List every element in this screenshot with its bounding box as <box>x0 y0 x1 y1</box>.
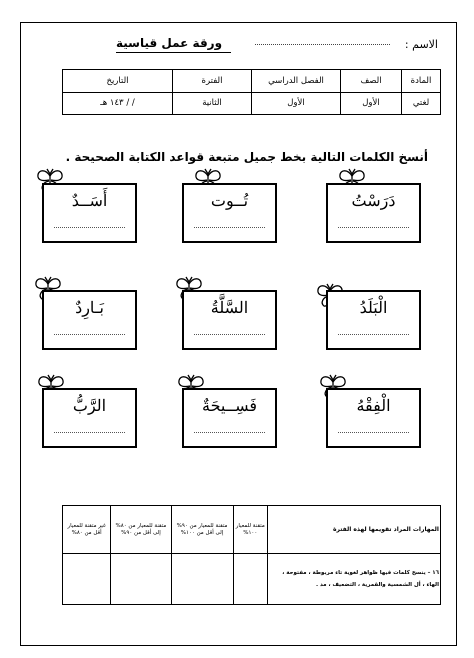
info-header-cell: المادة <box>402 70 441 93</box>
name-field-line <box>255 44 390 45</box>
skills-table <box>62 505 441 605</box>
word-card <box>326 388 421 448</box>
writing-line <box>54 334 125 335</box>
band-mark-cell <box>233 554 267 605</box>
band-header-cell: غير متقنة للمعيار أقل من ٨٠% <box>63 506 111 554</box>
word-text: دَرَسْتُ <box>351 191 396 210</box>
skill-line: الهاء ، أل الشمسية والقمرية ، التضعيف ، مد . <box>315 582 439 588</box>
writing-line <box>54 227 125 228</box>
writing-line <box>54 432 125 433</box>
info-table <box>62 69 441 115</box>
word-text: بَـارِدٌ <box>75 298 104 317</box>
band-header-cell: متقنة للمعيار من ٨٠% إلى أقل من ٩٠% <box>111 506 171 554</box>
word-card <box>42 183 137 243</box>
word-text: أَسَــدٌ <box>71 191 108 210</box>
word-card <box>326 290 421 350</box>
instruction-text: أنسخ الكلمات التالية بخط جميل متبعة قواعد الكتابة الصحيحة . <box>65 150 428 164</box>
word-card <box>42 388 137 448</box>
info-header-cell: التاريخ <box>63 70 173 93</box>
sheet-title: ورقة عمل قياسية <box>116 36 223 50</box>
band-mark-cell <box>63 554 111 605</box>
info-value-cell: لغتي <box>402 92 441 115</box>
info-value-cell: الثانية <box>173 92 252 115</box>
band-mark-cell <box>111 554 171 605</box>
info-header-row <box>63 70 441 93</box>
writing-line <box>194 334 265 335</box>
band-header-cell: متقنة للمعيار من ٩٠% إلى أقل من ١٠٠% <box>171 506 233 554</box>
word-text: الرَّبُّ <box>72 396 107 415</box>
word-card <box>42 290 137 350</box>
word-card <box>182 388 277 448</box>
info-value-cell: / / ١٤٣ هـ <box>63 92 173 115</box>
name-label: الاسم : <box>404 38 438 51</box>
writing-line <box>338 334 409 335</box>
skill-description-cell <box>268 554 441 605</box>
word-text: تُــوت <box>210 191 249 210</box>
info-value-row <box>63 92 441 115</box>
word-card <box>326 183 421 243</box>
word-text: الْفِقْهُ <box>356 396 391 415</box>
info-header-cell: الصف <box>341 70 402 93</box>
skills-header-cell: المهارات المراد تقويمها لهذه الفترة <box>268 506 441 554</box>
skills-row <box>63 554 441 605</box>
band-header-cell: متقنة للمعيار ١٠٠% <box>233 506 267 554</box>
word-text: السَّلَّةُ <box>210 298 249 317</box>
band-mark-cell <box>171 554 233 605</box>
skill-line: ١٦ – ينسخ كلمات فيها ظواهر لغوية تاء مربوطة ، مفتوحة ، <box>282 569 439 576</box>
writing-line <box>194 227 265 228</box>
word-card <box>182 183 277 243</box>
info-header-cell: الفصل الدراسي <box>252 70 341 93</box>
info-value-cell: الأول <box>341 92 402 115</box>
word-text: الْبَلَدُ <box>359 298 388 317</box>
title-underline <box>116 52 231 53</box>
word-text: فَسِــيحَةٌ <box>201 396 258 415</box>
writing-line <box>338 432 409 433</box>
word-card <box>182 290 277 350</box>
skills-header-row <box>63 506 441 554</box>
writing-line <box>338 227 409 228</box>
writing-line <box>194 432 265 433</box>
info-value-cell: الأول <box>252 92 341 115</box>
info-header-cell: الفترة <box>173 70 252 93</box>
